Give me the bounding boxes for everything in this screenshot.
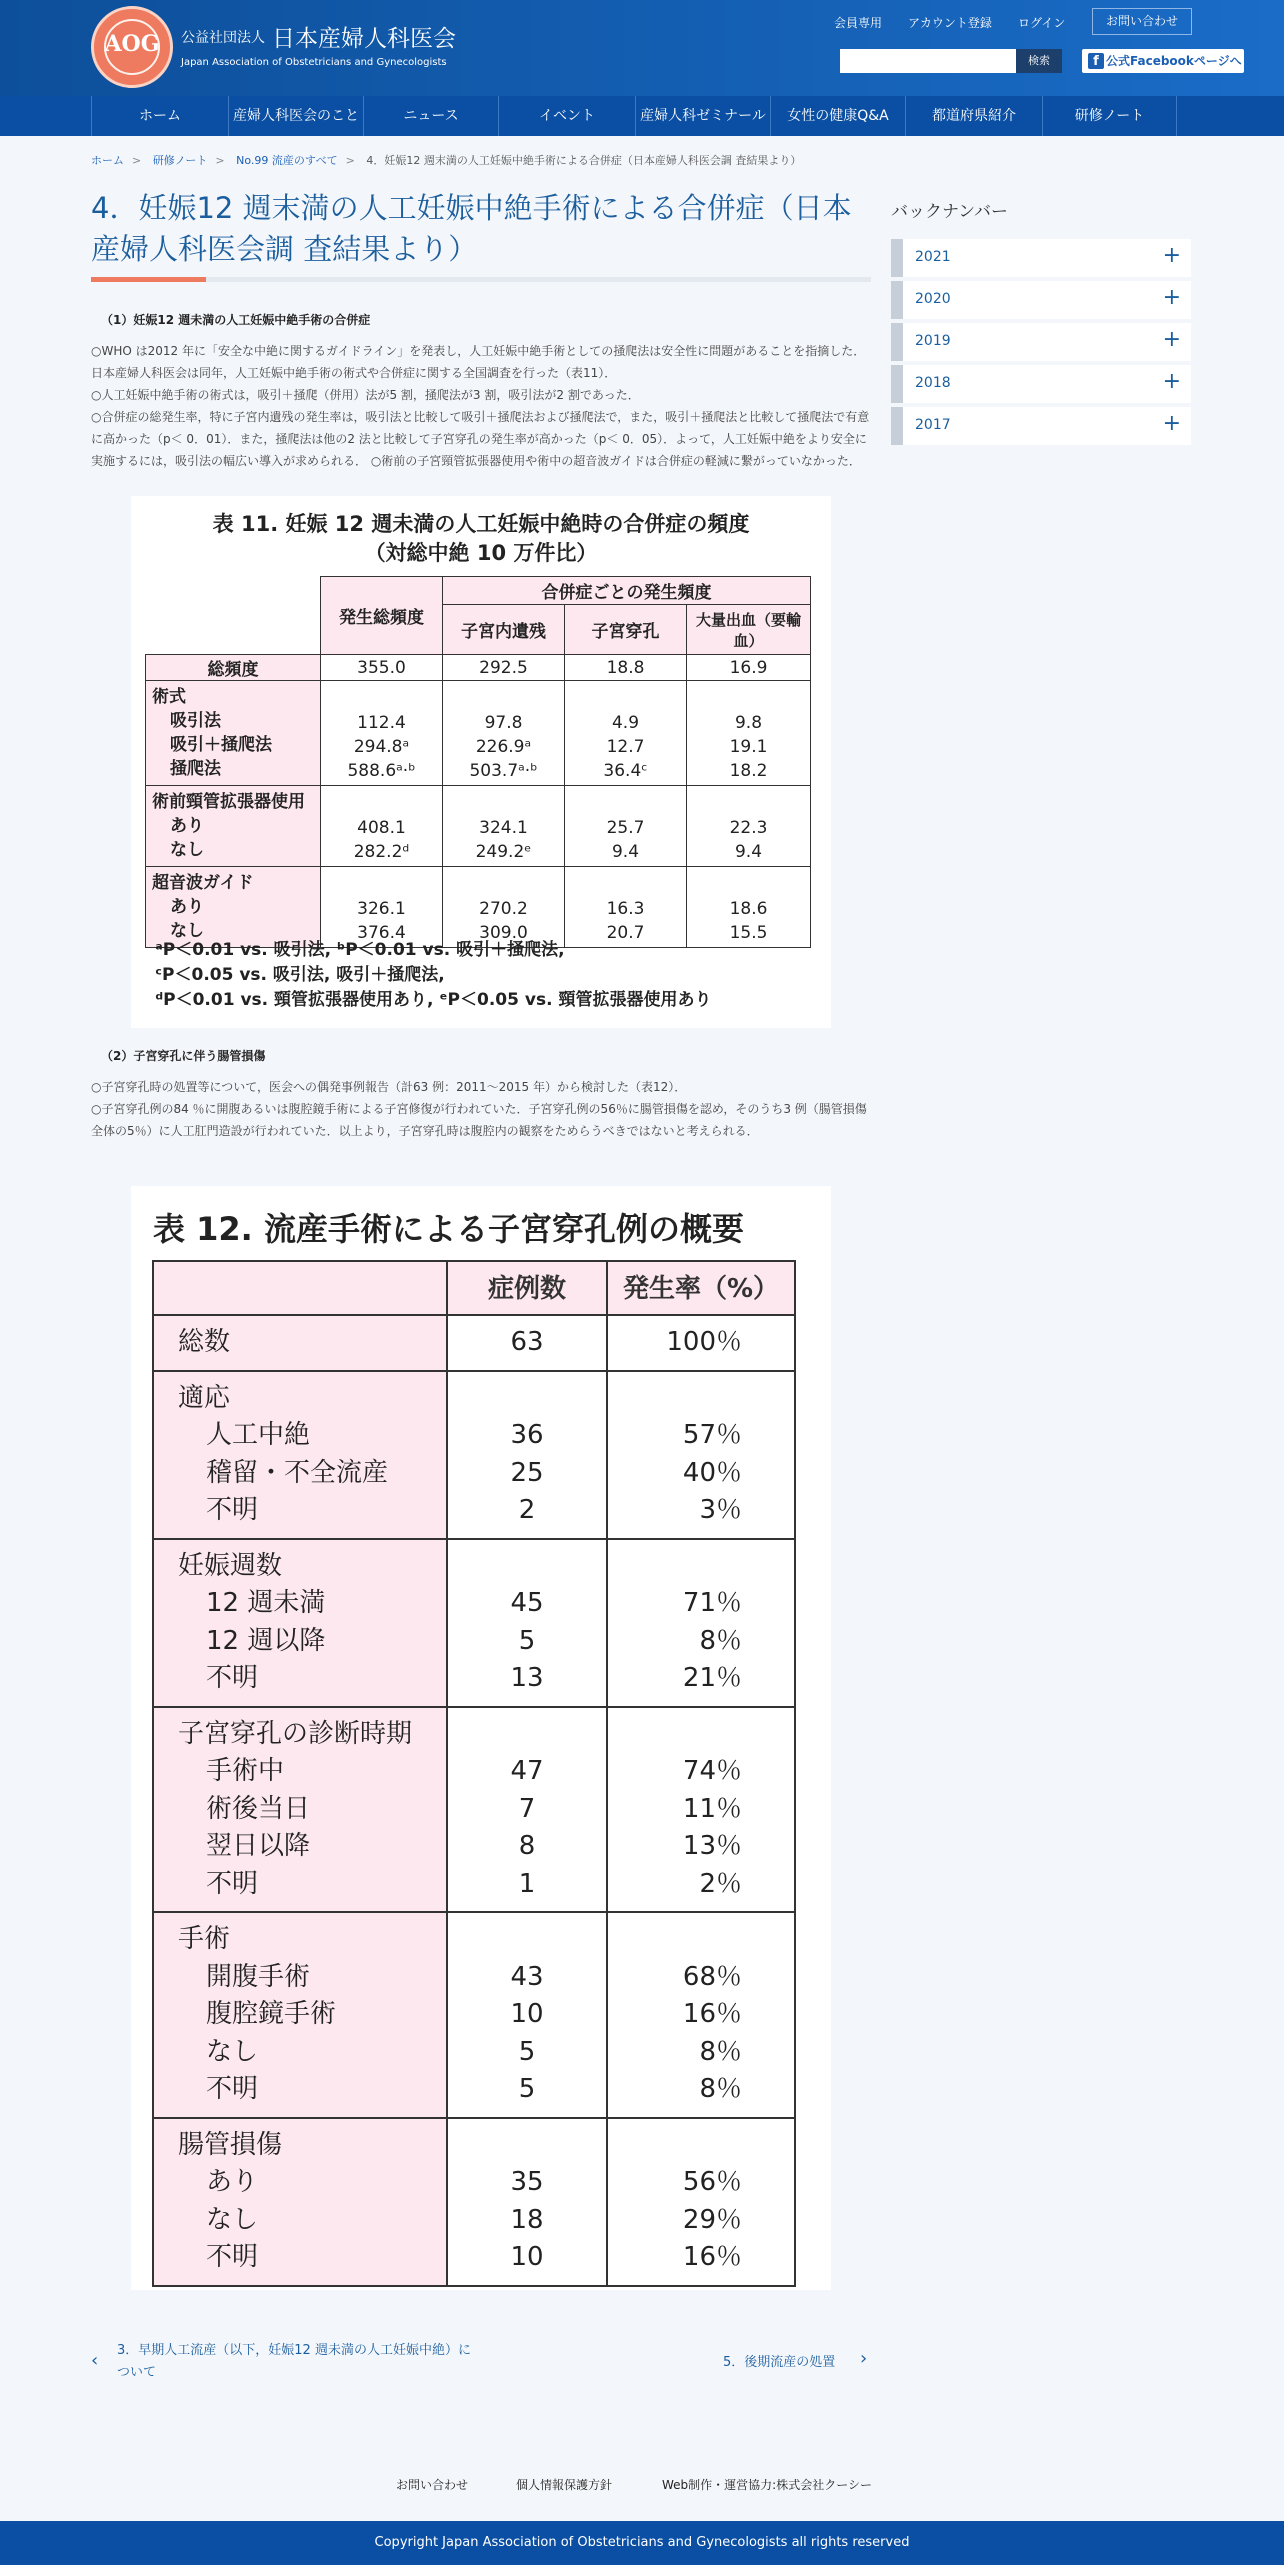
table12-cell-count (448, 1380, 606, 1418)
table12-cell-rate: 71％ (682, 1588, 742, 1618)
next-article-link[interactable]: 5．後期流産の処置 (723, 2355, 836, 2370)
table12-row-label: 不明 (206, 1868, 259, 1899)
table12-cell-count: 7 (518, 1793, 536, 1824)
contact-button[interactable]: お問い合わせ (1092, 8, 1192, 35)
table12-cell-count (448, 1921, 606, 1959)
table12-cell-count: 2 (518, 1495, 536, 1525)
table11-cell: 25.7 9.4 (565, 786, 687, 867)
table12-cell-rate: 8％ (699, 2036, 742, 2067)
table12-cell-rate: 21％ (682, 1663, 742, 1693)
chevron-right-icon[interactable]: › (860, 2348, 868, 2369)
section-paragraph: ○子宮穿孔時の処置等について，医会への偶発事例報告（計63 例：2011～2015 年）から検討した（表12）． (91, 1080, 687, 1094)
table11-cell: 18.6 15.5 (687, 867, 811, 948)
table12-title: 表 12. 流産手術による子宮穿孔例の概要 (153, 1210, 744, 1248)
sidebar-item-2019[interactable] (891, 323, 1191, 361)
table12-cell-rate: 8％ (699, 1625, 742, 1656)
section-paragraph: ○子宮穿孔例の84 ％に開腹あるいは腹腔鏡手術による子宮修復が行われていた．子宮穿孔例の56％に腸管損傷を認め，そのうち3 例（腸管損傷全体の5％）に人工肛門造設が行われていた．以上より，子宮穿孔時は腹腔内の観察をためらうべきではないと考えられる． (91, 1102, 867, 1138)
table11-cell: 324.1 249.2ᵉ (443, 786, 565, 867)
sidebar-item-2018[interactable] (891, 365, 1191, 403)
org-name[interactable]: 日本産婦人科医会 (272, 26, 456, 52)
table11-cell: 292.5 (443, 655, 565, 681)
prev-article-link[interactable]: 3．早期人工流産（以下，妊娠12 週未満の人工妊娠中絶）について (117, 2343, 471, 2380)
table12-row-label: 不明 (206, 2242, 259, 2272)
table12-row-label: 不明 (206, 1663, 259, 1693)
table12-cell-rate: 40％ (682, 1457, 742, 1488)
table12-cell-count: 10 (510, 2242, 544, 2272)
table12-head-col: 症例数 (448, 1262, 608, 1314)
footer-privacy-link[interactable]: 個人情報保護方針 (516, 2478, 613, 2492)
table11-image (131, 496, 831, 1028)
nav-seminar[interactable]: 産婦人科ゼミナール (635, 96, 770, 136)
plus-icon: + (1162, 327, 1181, 352)
nav-events[interactable]: イベント (498, 96, 635, 136)
table11-cell: 408.1 282.2ᵈ (321, 786, 443, 867)
search-input[interactable] (840, 49, 1016, 73)
plus-icon: + (1162, 411, 1181, 436)
table12-cell-count (448, 2127, 606, 2165)
table12-row-label: 開腹手術 (206, 1961, 311, 1992)
table11 (145, 576, 811, 948)
sidebar-item-2020[interactable] (891, 281, 1191, 319)
table12-cell-rate (608, 1716, 794, 1754)
table11-head-col: 子宮穿孔 (565, 605, 687, 655)
chevron-left-icon[interactable]: ‹ (91, 2350, 99, 2371)
table12-cell-count: 47 (510, 1756, 544, 1786)
table12-cell-rate: 68％ (682, 1961, 742, 1992)
table12-group (154, 1316, 794, 1372)
breadcrumb-home[interactable]: ホーム (91, 154, 124, 167)
table12-cell-count: 43 (510, 1961, 544, 1992)
table11-cell: 270.2 309.0 (443, 867, 565, 948)
table12-cell-count: 8 (518, 1831, 536, 1861)
table12-cell-count (448, 1548, 606, 1586)
table12-cell-rate: 57％ (682, 1420, 742, 1450)
logo-icon[interactable]: AOG (91, 6, 173, 88)
table12-cell-rate: 56％ (682, 2167, 742, 2197)
table12-cell-rate: 11％ (682, 1793, 742, 1824)
facebook-button-label: 公式Facebookページへ (1106, 54, 1242, 68)
footer-contact-link[interactable]: お問い合わせ (396, 2478, 469, 2492)
plus-icon: + (1162, 285, 1181, 310)
search-button[interactable]: 検索 (1016, 49, 1062, 73)
facebook-button[interactable] (1082, 49, 1244, 73)
breadcrumb-issue[interactable]: No.99 流産のすべて (236, 154, 338, 167)
table11-cell: 97.8 226.9ᵃ 503.7ᵃ·ᵇ (443, 681, 565, 786)
table12-row-label: 腹腔鏡手術 (206, 1999, 337, 2029)
table12-row-label: 妊娠週数 (178, 1550, 283, 1581)
table11-cell: 355.0 (321, 655, 443, 681)
section-paragraph: ○合併症の総発生率，特に子宮内遺残の発生率は，吸引法と比較して吸引＋掻爬法および掻爬法で，また，吸引＋掻爬法と比較して掻爬法で有意に高かった（p＜ 0．01）．また，掻爬法は他の2 法と比較して子宮穿孔の発生率が高かった（p＜ 0．05）．よって，人工妊娠中絶をより安全に実施するには，吸引法の幅広い導入が求められる． ○術前の子宮頸管拡張器使用や術中の超音波ガイドは合併症の軽減に繋がっていなかった． (91, 410, 870, 468)
table11-notes: ᵃP＜0.01 vs. 吸引法, ᵇP＜0.01 vs. 吸引＋掻爬法, ᶜP＜0.05 vs. 吸引法, 吸引＋掻爬法, ᵈP＜0.01 vs. 頸管拡張器使用あり, ᵉP＜0.05 vs. 頸管拡張器使用あり (155, 940, 712, 1010)
title-divider (91, 277, 871, 282)
sidebar-title: バックナンバー (891, 202, 1008, 222)
table11-cell: 18.8 (565, 655, 687, 681)
table11-cell: 4.9 12.7 36.4ᶜ (565, 681, 687, 786)
site-header (0, 0, 1284, 96)
table11-cell: 9.8 19.1 18.2 (687, 681, 811, 786)
nav-prefectures[interactable]: 都道府県紹介 (905, 96, 1042, 136)
table12-group (154, 1913, 794, 2119)
table12-cell-count: 25 (510, 1457, 544, 1488)
table11-cell: 112.4 294.8ᵃ 588.6ᵃ·ᵇ (321, 681, 443, 786)
table12-group (154, 1372, 794, 1540)
table12-cell-count: 1 (518, 1868, 536, 1899)
table12-row-label: なし (206, 2036, 259, 2067)
table12-cell-count: 5 (518, 2036, 536, 2067)
main-nav (0, 96, 1284, 136)
table12-cell-rate: 29％ (682, 2204, 742, 2235)
facebook-icon: f (1088, 53, 1104, 69)
table12-cell-rate: 16％ (682, 2242, 742, 2272)
table12-row-label: 術後当日 (206, 1793, 311, 1824)
table12-cell-count (448, 1716, 606, 1754)
table12-cell-count: 45 (510, 1588, 544, 1618)
table11-row-label: 総頻度 (146, 655, 321, 681)
table12-cell-count: 36 (510, 1420, 544, 1450)
table11-head-group: 合併症ごとの発生頻度 (443, 577, 811, 605)
table12-group (154, 1708, 794, 1914)
table12-cell-rate: 100％ (666, 1327, 742, 1357)
table12-head-col: 発生率（%） (608, 1262, 794, 1314)
table11-group-dilator: 術前頸管拡張器使用 あり なし (146, 786, 321, 867)
table12-cell-count: 13 (510, 1663, 544, 1693)
copyright: Copyright Japan Association of Obstetricians and Gynecologists all rights reserved (0, 2521, 1284, 2565)
section-heading: （2）子宮穿孔に伴う腸管損傷 (101, 1049, 266, 1063)
page-title: 4．妊娠12 週末満の人工妊娠中絶手術による合併症（日本産婦人科医会調 査結果より） (91, 191, 852, 266)
nav-training-notes[interactable]: 研修ノート (1042, 96, 1177, 136)
table11-group-ultrasound: 超音波ガイド あり なし (146, 867, 321, 948)
table12-row-label: 子宮穿孔の診断時期 (178, 1718, 413, 1749)
sidebar-item-2017[interactable] (891, 407, 1191, 445)
footer-credit-link[interactable]: Web制作・運営協力:株式会社クーシー (662, 2478, 872, 2492)
table12-cell-count: 5 (518, 2074, 536, 2104)
sidebar-item-label: 2019 (915, 333, 951, 349)
table12-cell-count: 5 (518, 1625, 536, 1656)
nav-home[interactable]: ホーム (91, 96, 228, 136)
sidebar-item-label: 2017 (915, 417, 951, 433)
table11-subtitle: （対総中絶 10 万件比） (364, 541, 598, 565)
nav-news[interactable]: ニュース (363, 96, 498, 136)
table11-title: 表 11. 妊娠 12 週未満の人工妊娠中絶時の合併症の頻度 (212, 512, 750, 536)
table12-row-label: あり (206, 2167, 259, 2197)
table12-cell-rate: 74％ (682, 1756, 742, 1786)
table12 (152, 1260, 796, 2287)
table12-cell-rate (608, 1380, 794, 1418)
table12-row-label: 12 週以降 (206, 1625, 326, 1656)
sidebar-item-2021[interactable] (891, 239, 1191, 277)
plus-icon: + (1162, 243, 1181, 268)
breadcrumb: ホーム > 研修ノート > No.99 流産のすべて > 4．妊娠12 週末満の人工妊娠中絶手術による合併症（日本産婦人科医会調 査結果より） (91, 154, 802, 167)
table12-cell-rate: 8％ (699, 2074, 742, 2104)
section-paragraph: ○人工妊娠中絶手術の術式は，吸引＋掻爬（併用）法が5 割，掻爬法が3 割，吸引法が2 割であった． (91, 388, 640, 402)
table12-cell-rate: 16％ (682, 1999, 742, 2029)
breadcrumb-training-notes[interactable]: 研修ノート (152, 154, 208, 167)
table11-head-col: 子宮内遺残 (443, 605, 565, 655)
table12-cell-count: 10 (510, 1999, 544, 2029)
table12-row-label: 腸管損傷 (178, 2129, 283, 2160)
section-paragraph: ○WHO は2012 年に「安全な中絶に関するガイドライン」を発表し，人工妊娠中絶手術としての掻爬法は安全性に問題があることを指摘した．日本産婦人科医会は同年，人工妊娠中絶手術の術式や合併症に関する全国調査を行った（表11）． (91, 344, 866, 380)
table11-cell: 16.9 (687, 655, 811, 681)
table12-cell-count: 63 (510, 1327, 544, 1357)
table12-row-label: 不明 (206, 2074, 259, 2104)
breadcrumb-current: 4．妊娠12 週末満の人工妊娠中絶手術による合併症（日本産婦人科医会調 査結果より） (366, 154, 802, 167)
org-english-name: Japan Association of Obstetricians and Gynecologists (181, 57, 447, 68)
sidebar-item-label: 2018 (915, 375, 951, 391)
table11-head-col: 大量出血（要輸血） (687, 605, 811, 655)
table11-cell: 326.1 376.4 (321, 867, 443, 948)
table12-cell-rate (608, 1548, 794, 1586)
title-divider-accent (91, 277, 206, 282)
table11-group-method: 術式 吸引法 吸引＋掻爬法 掻爬法 (146, 681, 321, 786)
table12-group (154, 2119, 794, 2285)
table12-row-label: 不明 (206, 1495, 259, 1525)
table12-cell-count: 18 (510, 2204, 544, 2235)
table11-cell: 22.3 9.4 (687, 786, 811, 867)
table12-cell-rate: 13％ (682, 1831, 742, 1861)
table12-row-label: 適応 (178, 1382, 231, 1413)
org-type: 公益社団法人 (181, 30, 265, 46)
plus-icon: + (1162, 369, 1181, 394)
sidebar-item-label: 2020 (915, 291, 951, 307)
table12-row-label: 稽留・不全流産 (206, 1457, 389, 1488)
table12-row-label: 人工中絶 (206, 1420, 311, 1450)
sidebar-item-label: 2021 (915, 249, 951, 265)
table12-row-label: 12 週未満 (206, 1588, 326, 1618)
table12-cell-rate: 2％ (699, 1868, 742, 1899)
section-heading: （1）妊娠12 週未満の人工妊娠中絶手術の合併症 (101, 313, 371, 327)
nav-about[interactable]: 産婦人科医会のこと (228, 96, 363, 136)
account-register-link[interactable]: アカウント登録 (908, 16, 992, 30)
table12-row-label: 手術 (178, 1924, 231, 1954)
table12-row-label: 総数 (178, 1327, 231, 1357)
table12-cell-rate (608, 1921, 794, 1959)
login-link[interactable]: ログイン (1018, 16, 1066, 30)
table12-row-label: なし (206, 2204, 259, 2235)
table12-cell-count: 35 (510, 2167, 544, 2197)
table12-cell-rate: 3％ (699, 1495, 742, 1525)
table11-head-total: 発生総頻度 (321, 577, 443, 655)
member-link[interactable]: 会員専用 (834, 16, 883, 30)
table12-image (131, 1186, 831, 2290)
table12-row-label: 手術中 (206, 1756, 285, 1786)
table12-cell-rate (608, 2127, 794, 2165)
table12-group (154, 1540, 794, 1708)
nav-womens-health[interactable]: 女性の健康Q&A (770, 96, 905, 136)
table11-cell: 16.3 20.7 (565, 867, 687, 948)
table12-row-label: 翌日以降 (206, 1831, 311, 1861)
